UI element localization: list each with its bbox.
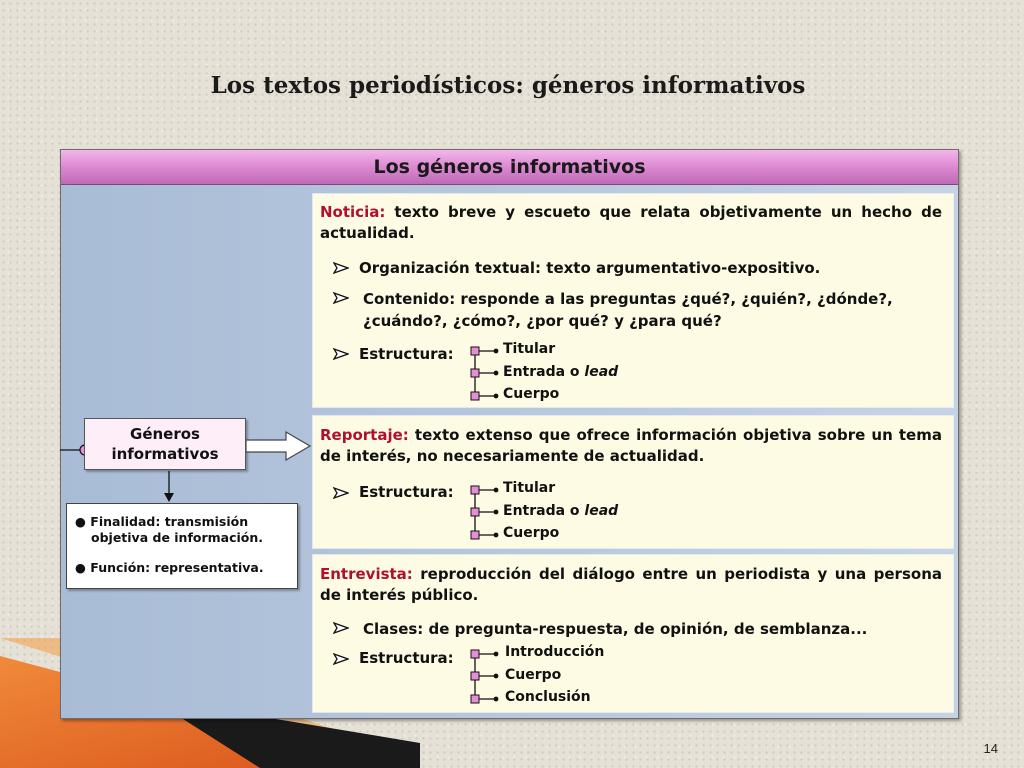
frame-header: Los géneros informativos [61, 150, 958, 185]
funcion-text: Función: representativa. [90, 560, 264, 575]
entrevista-structure-tree [467, 647, 501, 707]
reportaje-term: Reportaje: [320, 426, 409, 444]
noticia-definition [320, 202, 942, 244]
arrow-right-icon [246, 430, 312, 462]
entrevista-panel [313, 555, 953, 712]
arrow-right-icon [333, 487, 349, 499]
reportaje-structure-tree [467, 483, 501, 543]
noticia-structure-tree [467, 344, 501, 404]
entrevista-definition [320, 564, 942, 606]
reportaje-estructura-label: Estructura: [359, 483, 454, 501]
reportaje-panel [313, 416, 953, 548]
arrow-down-icon [160, 471, 178, 503]
arrow-right-icon [333, 348, 349, 360]
noticia-term: Noticia: [320, 203, 386, 221]
noticia-estructura-item: Cuerpo [503, 386, 560, 402]
noticia-contenido-line2: ¿cuándo?, ¿cómo?, ¿por qué? y ¿para qué? [363, 312, 722, 330]
arrow-right-icon [333, 653, 349, 665]
noticia-panel [313, 194, 953, 407]
entrevista-term: Entrevista: [320, 565, 413, 583]
generos-informativos-box [84, 418, 246, 470]
reportaje-estructura-item: Entrada o lead [503, 503, 619, 519]
finalidad-line1: Finalidad: transmisión [90, 514, 249, 529]
generos-line2: informativos [111, 445, 219, 463]
noticia-estructura-label: Estructura: [359, 345, 454, 363]
bullet-dot-icon: ● [75, 514, 86, 529]
slide-title: Los textos periodísticos: géneros informativos [210, 72, 806, 99]
entrevista-definition-text: reproducción del diálogo entre un periodista y una persona de interés público. [320, 565, 942, 604]
noticia-definition-text: texto breve y escueto que relata objetivamente un hecho de actualidad. [320, 203, 942, 242]
bullet-dot-icon: ● [75, 560, 86, 575]
funcion-item [75, 560, 291, 576]
reportaje-definition-text: texto extenso que ofrece información objetiva sobre un tema de interés, no necesariamente de actualidad. [320, 426, 942, 465]
finalidad-line2: objetiva de información. [91, 530, 264, 545]
arrow-right-icon [333, 622, 349, 634]
arrow-right-icon [333, 262, 349, 274]
entrevista-estructura-item: Conclusión [505, 689, 591, 705]
reportaje-definition [320, 425, 942, 467]
reportaje-estructura-item: Titular [503, 480, 556, 496]
finalidad-funcion-box [66, 503, 298, 589]
entrevista-estructura-label: Estructura: [359, 649, 454, 667]
noticia-estructura-item: Entrada o lead [503, 364, 619, 380]
reportaje-estructura-item: Cuerpo [503, 525, 560, 541]
entrevista-estructura-item: Cuerpo [505, 667, 562, 683]
noticia-organizacion: Organización textual: texto argumentativo-expositivo. [359, 259, 821, 277]
entrevista-clases: Clases: de pregunta-respuesta, de opinión, de semblanza... [363, 620, 868, 638]
noticia-estructura-item: Titular [503, 341, 556, 357]
page-number: 14 [983, 741, 998, 756]
finalidad-item [75, 514, 291, 530]
entrevista-estructura-item: Introducción [505, 644, 605, 660]
noticia-contenido-line1: Contenido: responde a las preguntas ¿qué?, ¿quién?, ¿dónde?, [363, 290, 893, 308]
arrow-right-icon [333, 292, 349, 304]
generos-line1: Géneros [130, 425, 200, 443]
